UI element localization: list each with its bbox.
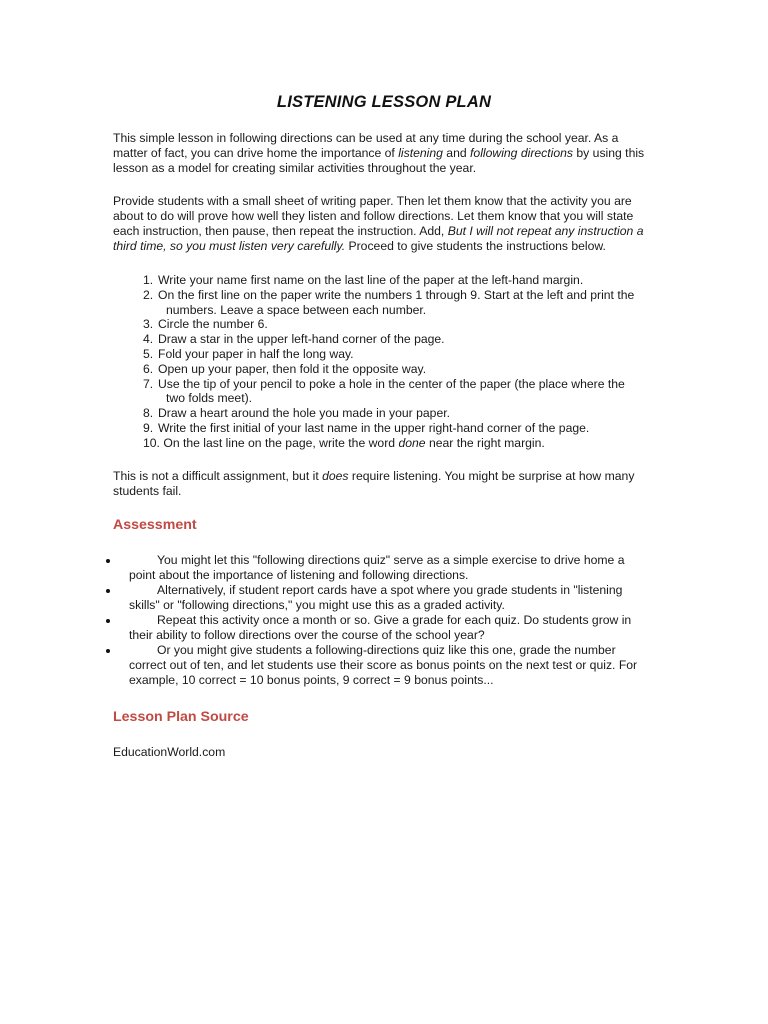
instruction-text: On the last line on the page, write the word <box>159 435 399 450</box>
instruction-number: 4. <box>143 332 154 347</box>
instruction-number: 8. <box>143 406 154 421</box>
instruction-item <box>143 332 663 347</box>
intro-emphasis-listening: listening <box>398 146 443 160</box>
bullet-icon <box>106 619 110 623</box>
instruction-text: Use the tip of your pencil to poke a hole in the center of the paper (the place where the <box>158 376 625 391</box>
instruction-number: 2. <box>143 287 154 302</box>
instruction-item <box>143 347 663 362</box>
instruction-text: Draw a heart around the hole you made in your paper. <box>158 406 451 421</box>
page-title: LISTENING LESSON PLAN <box>276 93 492 111</box>
instruction-item <box>143 362 663 377</box>
assessment-text: Repeat this activity once a month or so. Give a grade for each quiz. Do students grow in their ability to follow directions over the course of the school year? <box>129 613 632 642</box>
assessment-item <box>104 613 654 643</box>
instruction-text: Fold your paper in half the long way. <box>158 346 354 361</box>
instruction-text: Draw a star in the upper left-hand corner of the page. <box>158 332 445 347</box>
setup-text: Provide students with a small sheet of writing paper. Then let them know that the activity you are about to do will prove how well they listen and follow directions. Let them know that you will state each instruction, then pause, then repeat the instruction. Add, <box>113 194 634 238</box>
instruction-number: 3. <box>143 317 154 332</box>
source-text: EducationWorld.com <box>113 745 226 759</box>
assessment-text: Alternatively, if student report cards have a spot where you grade students in "listening skills" or "following directions," you might use this as a graded activity. <box>129 583 623 612</box>
intro-text: and <box>442 146 471 160</box>
instruction-continuation: numbers. Leave a space between each number. <box>166 302 427 317</box>
assessment-item <box>104 553 654 583</box>
setup-paragraph <box>113 194 653 254</box>
instruction-continuation: two folds meet). <box>166 391 253 406</box>
intro-emphasis-directions: following directions <box>470 146 574 160</box>
assessment-heading: Assessment <box>113 517 197 533</box>
instruction-text: Circle the number 6. <box>158 317 268 332</box>
setup-emphasis: But I will not repeat any instruction a third time, so you must listen very carefully. <box>113 224 644 253</box>
instruction-emphasis: done <box>398 435 426 450</box>
bullet-icon <box>106 589 110 593</box>
closing-text: This is not a difficult assignment, but it <box>113 469 323 483</box>
instruction-number: 7. <box>143 376 154 391</box>
intro-paragraph <box>113 131 653 176</box>
instruction-text: Open up your paper, then fold it the opposite way. <box>158 361 427 376</box>
closing-emphasis: does <box>322 469 349 483</box>
instruction-item <box>143 406 663 421</box>
assessment-item <box>104 583 654 613</box>
instruction-number: 6. <box>143 361 154 376</box>
assessment-list <box>104 553 654 688</box>
instruction-number: 10. <box>143 435 160 450</box>
instruction-text: Write the first initial of your last name in the upper right-hand corner of the page. <box>158 420 590 435</box>
assessment-item <box>104 643 654 688</box>
instruction-text: On the first line on the paper write the numbers 1 through 9. Start at the left and print the <box>158 287 635 302</box>
instruction-list <box>143 273 663 451</box>
instruction-number: 1. <box>143 273 154 287</box>
closing-paragraph <box>113 469 653 499</box>
instruction-item <box>143 377 663 407</box>
instruction-item <box>143 436 663 451</box>
instruction-text: Write your name first name on the last line of the paper at the left-hand margin. <box>158 273 584 287</box>
instruction-text: near the right margin. <box>425 435 545 450</box>
closing-text: require listening. You might be surprise at how many students fail. <box>113 469 635 498</box>
source-heading: Lesson Plan Source <box>113 709 249 725</box>
instruction-number: 5. <box>143 346 154 361</box>
assessment-text: Or you might give students a following-directions quiz like this one, grade the number correct out of ten, and let students use their score as bonus points on the next test or quiz. For example, 10 correct = 10 bonus points, 9 correct = 9 bonus points... <box>129 643 638 687</box>
intro-text: This simple lesson in following directions can be used at any time during the school year. As a matter of fact, you can drive home the importance of <box>113 131 619 160</box>
instruction-number: 9. <box>143 420 154 435</box>
instruction-item <box>143 421 663 436</box>
instruction-item <box>143 273 663 288</box>
instruction-item <box>143 288 663 318</box>
intro-text: by using this lesson as a model for creating similar activities throughout the year. <box>113 146 645 175</box>
bullet-icon <box>106 559 110 563</box>
bullet-icon <box>106 649 110 653</box>
setup-text: Proceed to give students the instructions below. <box>345 239 606 253</box>
instruction-item <box>143 317 663 332</box>
assessment-text: You might let this "following directions quiz" serve as a simple exercise to drive home a point about the importance of listening and following directions. <box>129 553 625 582</box>
